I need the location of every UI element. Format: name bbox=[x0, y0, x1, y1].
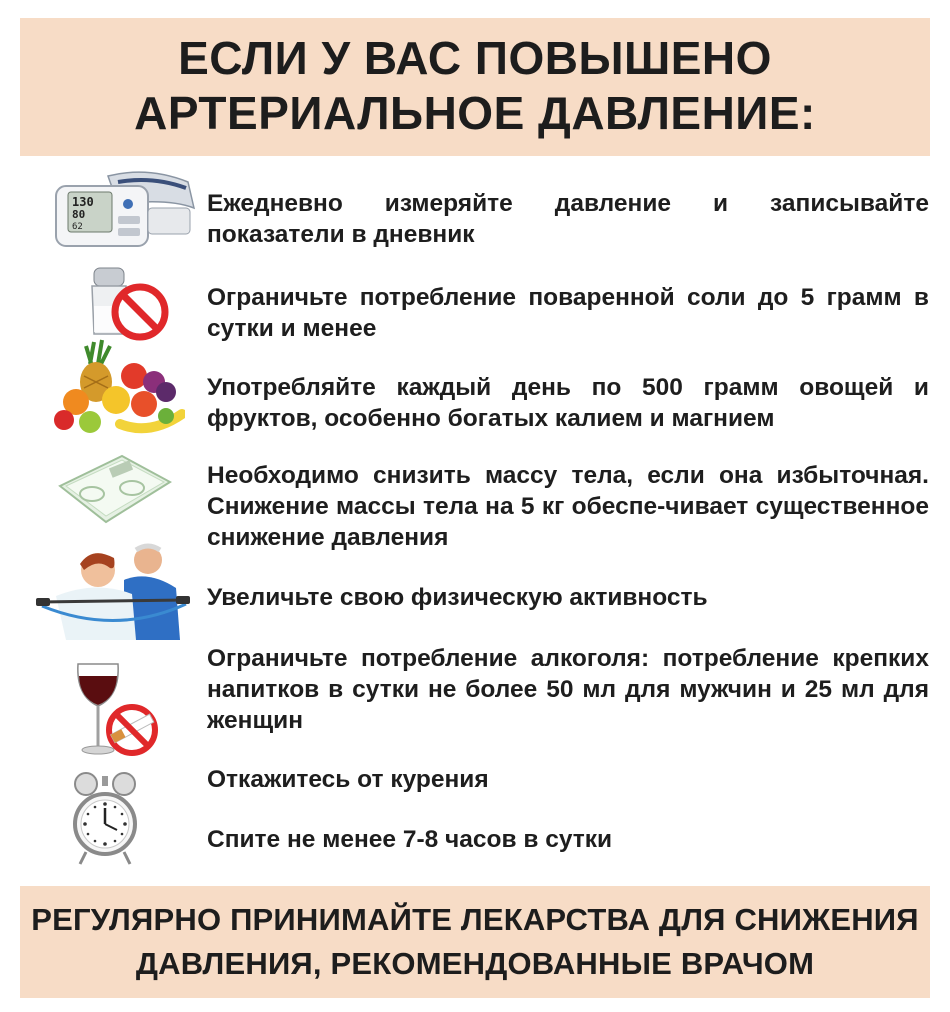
tip-physical-activity: Увеличьте свою физическую активность bbox=[207, 584, 708, 611]
tip-sleep: Спите не менее 7-8 часов в сутки bbox=[207, 826, 613, 853]
fruits-vegetables-icon bbox=[50, 336, 185, 438]
header-banner bbox=[20, 18, 930, 156]
tip-measure-pressure: Ежедневно измеряйте давление и записывайте показатели в дневник bbox=[207, 190, 929, 248]
bp-reading-systolic: 130 bbox=[72, 195, 94, 209]
tip-reduce-weight: Необходимо снизить массу тела, если она избыточная. Снижение массы тела на 5 кг обеспе-чивает существенное снижение давления bbox=[207, 462, 929, 551]
footer-line-1: РЕГУЛЯРНО ПРИНИМАЙТЕ ЛЕКАРСТВА ДЛЯ СНИЖЕНИЯ bbox=[31, 902, 919, 937]
alarm-clock-icon bbox=[72, 770, 138, 866]
blood-pressure-monitor-icon bbox=[48, 168, 198, 250]
bathroom-scale-icon bbox=[52, 452, 174, 528]
tip-quit-smoking: Откажитесь от курения bbox=[207, 766, 489, 793]
exercising-seniors-icon bbox=[36, 540, 192, 640]
header-title-line-2: АРТЕРИАЛЬНОЕ ДАВЛЕНИЕ: bbox=[134, 87, 816, 139]
bp-reading-diastolic: 80 bbox=[72, 208, 86, 221]
footer-line-2: ДАВЛЕНИЯ, РЕКОМЕНДОВАННЫЕ ВРАЧОМ bbox=[135, 946, 815, 981]
bp-reading-pulse: 62 bbox=[72, 222, 83, 232]
no-salt-icon bbox=[80, 262, 180, 342]
tip-limit-salt: Ограничьте потребление поваренной соли до 5 грамм в сутки и менее bbox=[207, 284, 929, 342]
header-title-line-1: ЕСЛИ У ВАС ПОВЫШЕНО bbox=[178, 32, 772, 84]
tip-limit-alcohol: Ограничьте потребление алкоголя: потребление крепких напитков в сутки не более 50 мл для мужчин и 25 мл для женщин bbox=[207, 645, 929, 734]
no-alcohol-no-smoking-icon bbox=[72, 660, 168, 758]
footer-banner bbox=[20, 886, 930, 998]
tip-eat-vegetables: Употребляйте каждый день по 500 грамм овощей и фруктов, особенно богатых калием и магнием bbox=[207, 374, 929, 432]
